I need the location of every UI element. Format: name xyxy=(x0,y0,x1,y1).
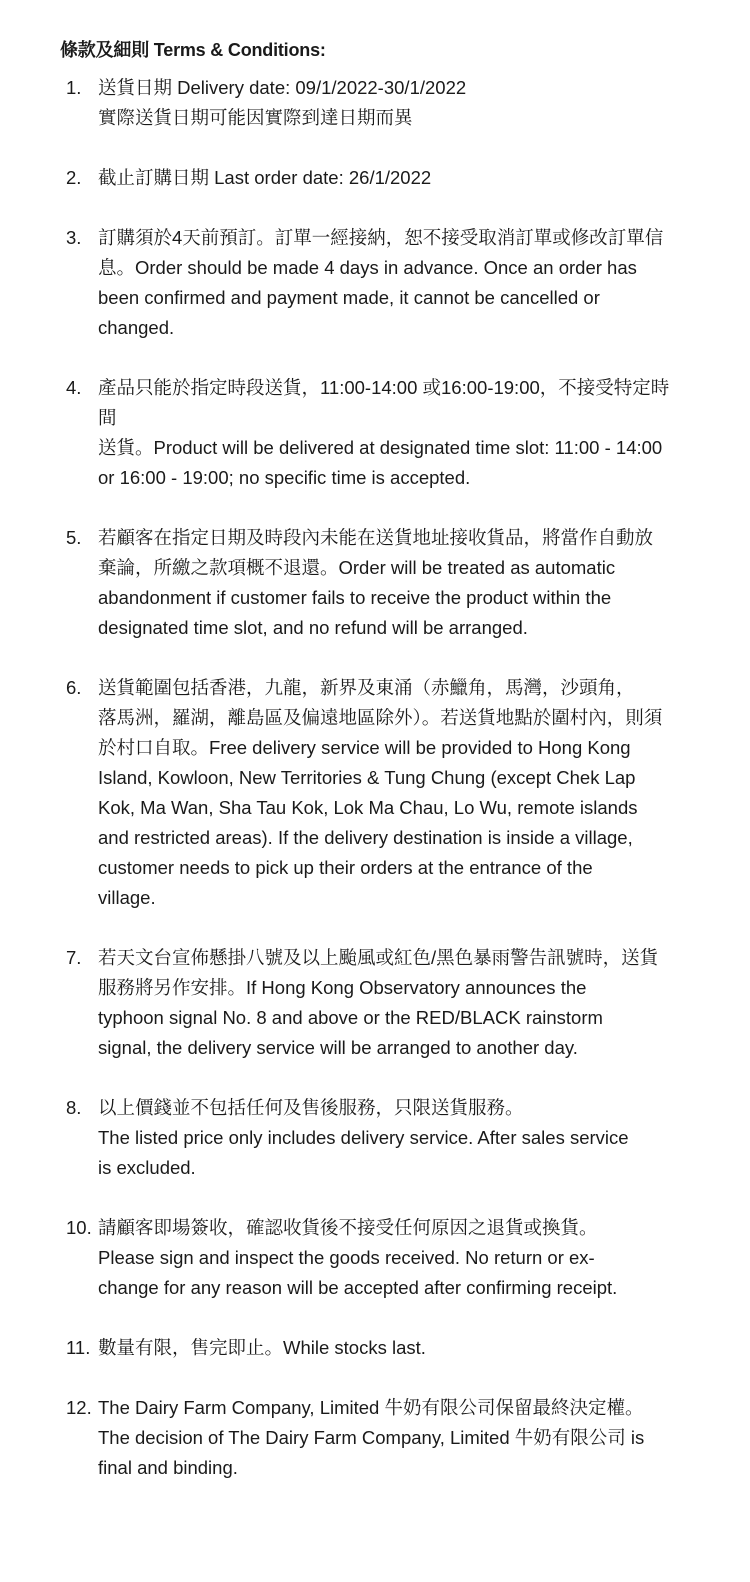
term-line: 若顧客在指定日期及時段內未能在送貨地址接收貨品，將當作自動放 xyxy=(98,527,654,548)
term-number: 8. xyxy=(66,1097,82,1118)
term-text xyxy=(98,223,680,343)
term-text xyxy=(98,1333,680,1363)
term-line: typhoon signal No. 8 and above or the RED/BLACK rainstorm xyxy=(98,1007,603,1028)
term-line: 截止訂購日期 Last order date: 26/1/2022 xyxy=(98,167,432,188)
term-line: 若天文台宣佈懸掛八號及以上颱風或紅色/黑色暴雨警告訊號時，送貨 xyxy=(98,947,659,968)
term-item-11 xyxy=(60,1333,680,1363)
term-number: 7. xyxy=(66,947,82,968)
term-line: changed. xyxy=(98,317,175,338)
term-item-3 xyxy=(60,223,680,343)
term-line: been confirmed and payment made, it cannot be cancelled or xyxy=(98,287,600,308)
term-line: 棄論，所繳之款項概不退還。Order will be treated as automatic xyxy=(98,557,616,578)
term-line: Please sign and inspect the goods received. No return or ex- xyxy=(98,1247,595,1268)
term-item-7 xyxy=(60,943,680,1063)
term-line: is excluded. xyxy=(98,1157,196,1178)
term-text xyxy=(98,1213,680,1303)
term-line: Island, Kowloon, New Territories & Tung Chung (except Chek Lap xyxy=(98,767,636,788)
term-text xyxy=(98,1093,680,1183)
term-line: 數量有限，售完即止。While stocks last. xyxy=(98,1337,426,1358)
term-item-5 xyxy=(60,523,680,643)
term-text xyxy=(98,523,680,643)
term-text xyxy=(98,163,680,193)
term-line: 送貨日期 Delivery date: 09/1/2022-30/1/2022 xyxy=(98,77,467,98)
term-item-8 xyxy=(60,1093,680,1183)
term-number: 11. xyxy=(66,1337,91,1358)
term-item-1 xyxy=(60,73,680,133)
term-line: or 16:00 - 19:00; no specific time is accepted. xyxy=(98,467,471,488)
term-number: 12. xyxy=(66,1397,92,1418)
term-line: The Dairy Farm Company, Limited 牛奶有限公司保留最終決定權。 xyxy=(98,1397,644,1418)
term-number: 3. xyxy=(66,227,82,248)
terms-list xyxy=(60,73,680,1483)
term-number: 2. xyxy=(66,167,82,188)
term-text xyxy=(98,673,680,913)
term-text xyxy=(98,373,680,493)
term-item-2 xyxy=(60,163,680,193)
term-line: 以上價錢並不包括任何及售後服務，只限送貨服務。 xyxy=(98,1097,524,1118)
term-line: 落馬洲，羅湖，離島區及偏遠地區除外）。若送貨地點於圍村內，則須 xyxy=(98,707,663,728)
term-number: 6. xyxy=(66,677,82,698)
term-line: The listed price only includes delivery service. After sales service xyxy=(98,1127,629,1148)
term-item-10 xyxy=(60,1213,680,1303)
term-number: 5. xyxy=(66,527,82,548)
term-line: abandonment if customer fails to receive the product within the xyxy=(98,587,612,608)
term-number: 1. xyxy=(66,77,82,98)
term-line: 產品只能於指定時段送貨，11:00-14:00 或16:00-19:00，不接受特定時間 xyxy=(98,377,670,428)
term-line: 實際送貨日期可能因實際到達日期而異 xyxy=(98,107,413,128)
term-line: final and binding. xyxy=(98,1457,238,1478)
term-line: 送貨。Product will be delivered at designated time slot: 11:00 - 14:00 xyxy=(98,437,663,458)
term-line: customer needs to pick up their orders at the entrance of the xyxy=(98,857,593,878)
term-text xyxy=(98,943,680,1063)
term-item-12 xyxy=(60,1393,680,1483)
term-line: designated time slot, and no refund will be arranged. xyxy=(98,617,528,638)
term-line: The decision of The Dairy Farm Company, Limited 牛奶有限公司 is xyxy=(98,1427,645,1448)
term-item-6 xyxy=(60,673,680,913)
term-line: 送貨範圍包括香港，九龍，新界及東涌（赤鱲角，馬灣，沙頭角， xyxy=(98,677,635,698)
term-line: 訂購須於4天前預訂。訂單一經接納，恕不接受取消訂單或修改訂單信 xyxy=(98,227,664,248)
term-line: and restricted areas). If the delivery destination is inside a village, xyxy=(98,827,633,848)
term-number: 4. xyxy=(66,377,82,398)
page-title: 條款及細則 Terms & Conditions: xyxy=(60,40,326,60)
term-line: Kok, Ma Wan, Sha Tau Kok, Lok Ma Chau, Lo Wu, remote islands xyxy=(98,797,638,818)
term-item-4 xyxy=(60,373,680,493)
term-line: 息。Order should be made 4 days in advance. Once an order has xyxy=(98,257,637,278)
term-text xyxy=(98,1393,680,1483)
term-line: 於村口自取。Free delivery service will be provided to Hong Kong xyxy=(98,737,631,758)
term-line: change for any reason will be accepted after confirming receipt. xyxy=(98,1277,618,1298)
term-line: 請顧客即場簽收，確認收貨後不接受任何原因之退貨或換貨。 xyxy=(98,1217,598,1238)
term-line: 服務將另作安排。If Hong Kong Observatory announces the xyxy=(98,977,587,998)
term-line: signal, the delivery service will be arranged to another day. xyxy=(98,1037,578,1058)
term-text xyxy=(98,73,680,133)
term-number: 10. xyxy=(66,1217,92,1238)
term-line: village. xyxy=(98,887,156,908)
